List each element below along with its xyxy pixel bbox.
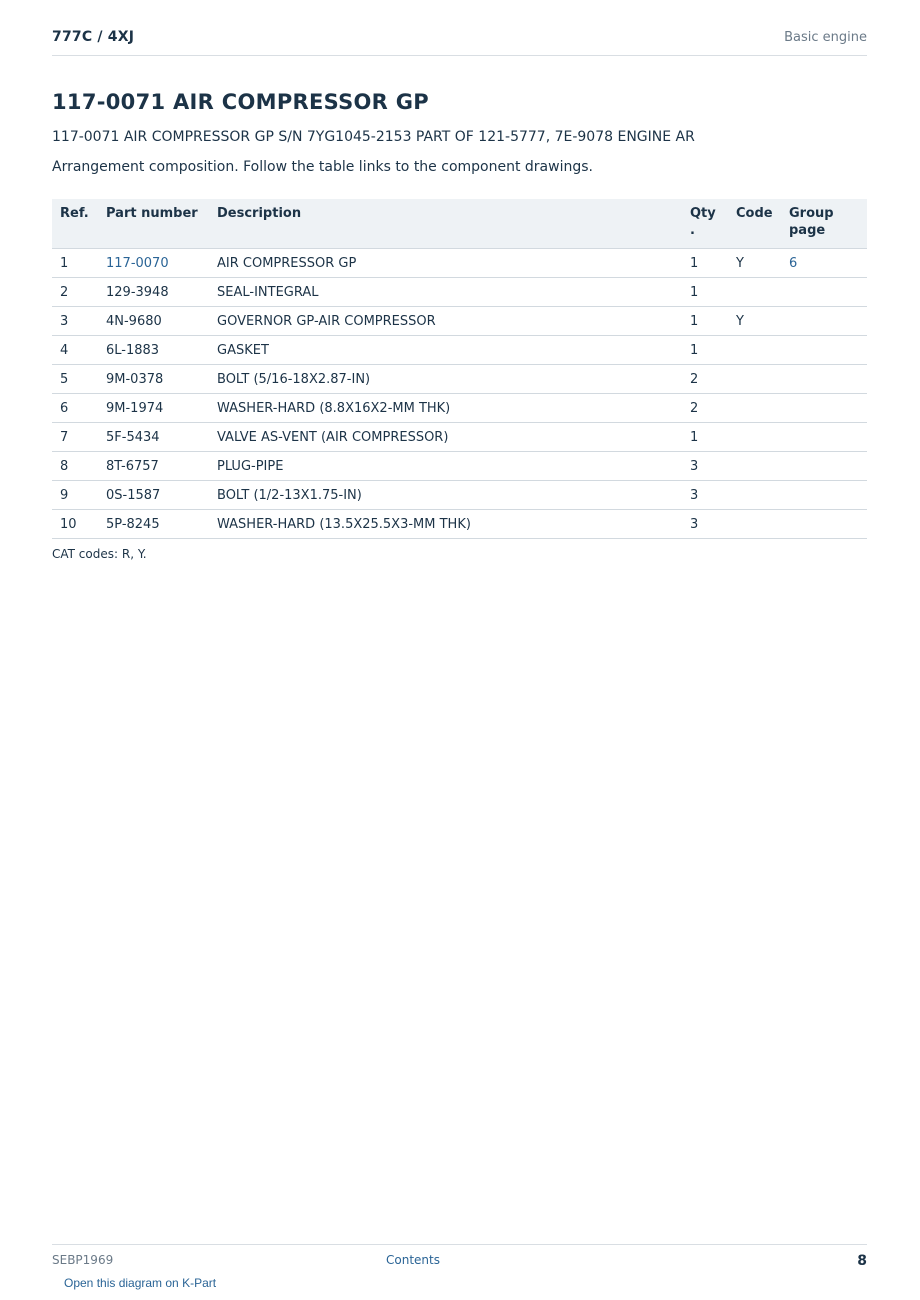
table-row bbox=[52, 278, 867, 307]
column-header-part-number: Part number bbox=[98, 199, 209, 249]
row-ref: 4 bbox=[52, 336, 98, 365]
part-qty: 2 bbox=[682, 365, 728, 394]
row-ref: 3 bbox=[52, 307, 98, 336]
table-row bbox=[52, 307, 867, 336]
column-header-code: Code bbox=[728, 199, 781, 249]
table-row bbox=[52, 365, 867, 394]
part-description: VALVE AS-VENT (AIR COMPRESSOR) bbox=[209, 423, 682, 452]
table-row bbox=[52, 249, 867, 278]
group-page bbox=[781, 278, 867, 307]
row-ref: 6 bbox=[52, 394, 98, 423]
table-row bbox=[52, 394, 867, 423]
machine-model: 777C / 4XJ bbox=[52, 29, 135, 45]
part-description: BOLT (1/2-13X1.75-IN) bbox=[209, 481, 682, 510]
group-page bbox=[781, 510, 867, 539]
part-code bbox=[728, 336, 781, 365]
group-page bbox=[781, 452, 867, 481]
part-qty: 1 bbox=[682, 278, 728, 307]
group-page bbox=[781, 365, 867, 394]
group-page bbox=[781, 394, 867, 423]
table-header-row bbox=[52, 199, 867, 249]
part-code: Y bbox=[728, 249, 781, 278]
group-page bbox=[781, 423, 867, 452]
part-description: GOVERNOR GP-AIR COMPRESSOR bbox=[209, 307, 682, 336]
part-number: 0S-1587 bbox=[98, 481, 209, 510]
column-header-group-page: Group page bbox=[781, 199, 867, 249]
row-ref: 2 bbox=[52, 278, 98, 307]
part-number: 9M-0378 bbox=[98, 365, 209, 394]
part-description: AIR COMPRESSOR GP bbox=[209, 249, 682, 278]
page-title: 117-0071 AIR COMPRESSOR GP bbox=[52, 90, 429, 114]
part-qty: 1 bbox=[682, 423, 728, 452]
part-description: WASHER-HARD (13.5X25.5X3-MM THK) bbox=[209, 510, 682, 539]
part-code bbox=[728, 452, 781, 481]
part-code: Y bbox=[728, 307, 781, 336]
table-row bbox=[52, 336, 867, 365]
part-code bbox=[728, 394, 781, 423]
part-code bbox=[728, 481, 781, 510]
table-row bbox=[52, 481, 867, 510]
part-number: 129-3948 bbox=[98, 278, 209, 307]
document-id: SEBP1969 bbox=[52, 1253, 114, 1267]
row-ref: 8 bbox=[52, 452, 98, 481]
part-code bbox=[728, 365, 781, 394]
part-number: 6L-1883 bbox=[98, 336, 209, 365]
kpart-link[interactable]: Open this diagram on K-Part bbox=[64, 1276, 217, 1290]
group-page bbox=[781, 481, 867, 510]
parts-table bbox=[52, 199, 867, 539]
column-header-qty: Qty . bbox=[682, 199, 728, 249]
part-qty: 3 bbox=[682, 481, 728, 510]
row-ref: 1 bbox=[52, 249, 98, 278]
section-name: Basic engine bbox=[784, 30, 867, 45]
part-qty: 1 bbox=[682, 307, 728, 336]
column-header-description: Description bbox=[209, 199, 682, 249]
group-page bbox=[781, 307, 867, 336]
group-page bbox=[781, 336, 867, 365]
row-ref: 9 bbox=[52, 481, 98, 510]
part-code bbox=[728, 423, 781, 452]
page-header bbox=[52, 29, 867, 56]
part-code bbox=[728, 510, 781, 539]
page-number: 8 bbox=[857, 1253, 867, 1269]
table-row bbox=[52, 510, 867, 539]
column-header-ref: Ref. bbox=[52, 199, 98, 249]
part-number: 9M-1974 bbox=[98, 394, 209, 423]
part-qty: 1 bbox=[682, 336, 728, 365]
page-subtitle: 117-0071 AIR COMPRESSOR GP S/N 7YG1045-2153 PART OF 121-5777, 7E-9078 ENGINE AR bbox=[52, 129, 695, 145]
intro-text: Arrangement composition. Follow the table links to the component drawings. bbox=[52, 159, 593, 175]
cat-codes-note: CAT codes: R, Y. bbox=[52, 547, 147, 561]
parts-table-body bbox=[52, 249, 867, 539]
part-number: 8T-6757 bbox=[98, 452, 209, 481]
part-description: BOLT (5/16-18X2.87-IN) bbox=[209, 365, 682, 394]
page-footer bbox=[52, 1244, 867, 1273]
part-number: 4N-9680 bbox=[98, 307, 209, 336]
part-number: 5P-8245 bbox=[98, 510, 209, 539]
row-ref: 5 bbox=[52, 365, 98, 394]
part-description: SEAL-INTEGRAL bbox=[209, 278, 682, 307]
row-ref: 7 bbox=[52, 423, 98, 452]
part-description: GASKET bbox=[209, 336, 682, 365]
part-description: WASHER-HARD (8.8X16X2-MM THK) bbox=[209, 394, 682, 423]
part-qty: 2 bbox=[682, 394, 728, 423]
part-number: 5F-5434 bbox=[98, 423, 209, 452]
contents-link[interactable]: Contents bbox=[386, 1253, 440, 1267]
part-description: PLUG-PIPE bbox=[209, 452, 682, 481]
group-page[interactable]: 6 bbox=[781, 249, 867, 278]
part-qty: 3 bbox=[682, 452, 728, 481]
part-qty: 1 bbox=[682, 249, 728, 278]
part-number[interactable]: 117-0070 bbox=[98, 249, 209, 278]
part-code bbox=[728, 278, 781, 307]
part-qty: 3 bbox=[682, 510, 728, 539]
row-ref: 10 bbox=[52, 510, 98, 539]
table-row bbox=[52, 423, 867, 452]
table-row bbox=[52, 452, 867, 481]
